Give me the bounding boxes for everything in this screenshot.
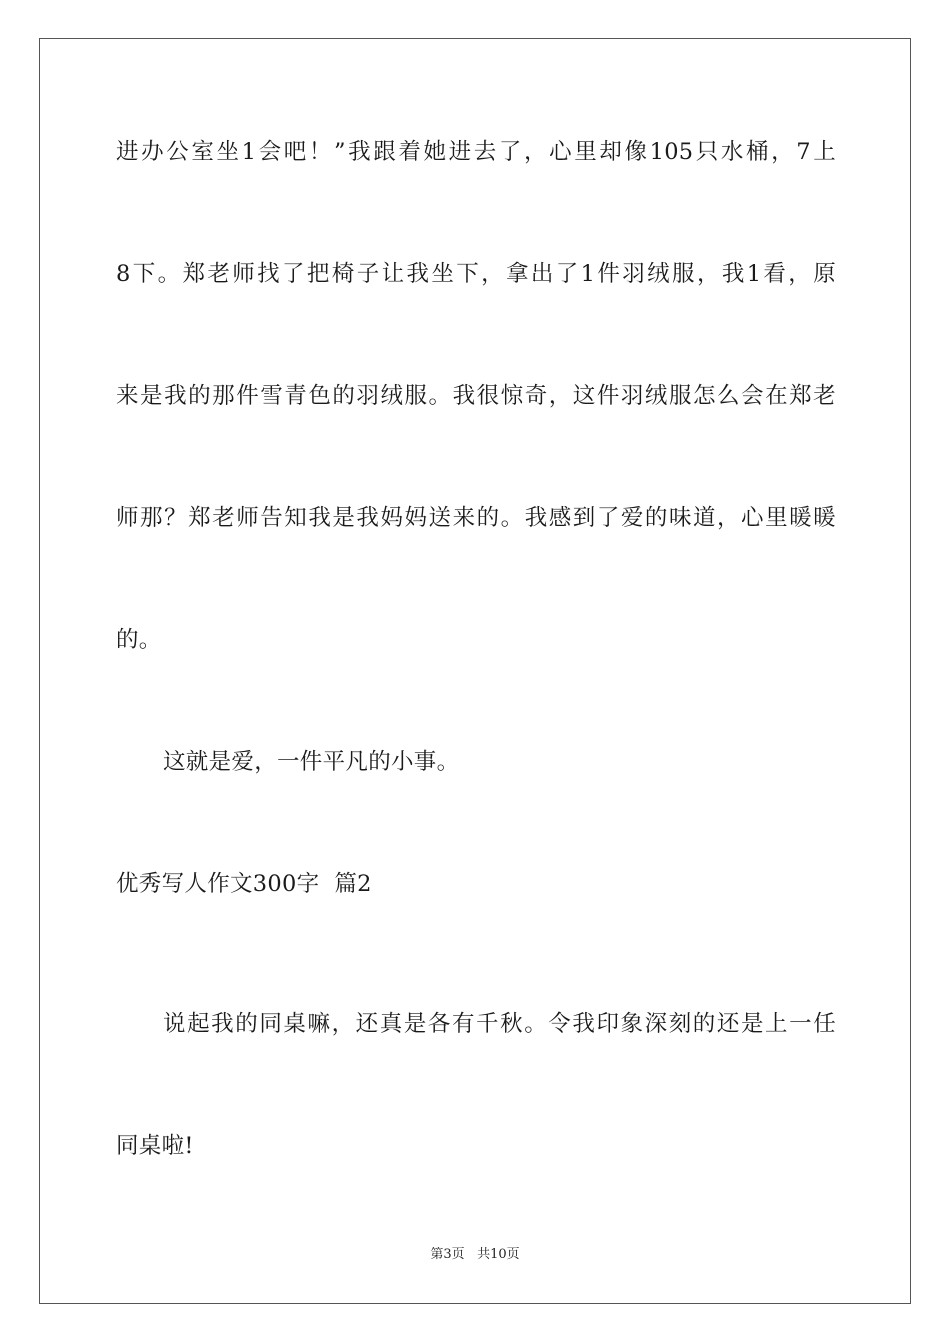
paragraph-line: 进办公室坐1会吧！”我跟着她进去了，心里却像105只水桶，7上: [116, 139, 836, 165]
page-number-total: 共10页: [477, 1247, 520, 1262]
paragraph-line: 的。: [116, 627, 162, 653]
paragraph-line: 8下。郑老师找了把椅子让我坐下，拿出了1件羽绒服，我1看，原: [116, 261, 836, 287]
page-footer: [0, 1246, 950, 1264]
page-border: [39, 38, 911, 1304]
page-number-current: 第3页: [430, 1247, 465, 1262]
paragraph-line: 这就是爱，一件平凡的小事。: [163, 749, 460, 775]
section-heading: 优秀写人作文300字 篇2: [116, 871, 372, 897]
paragraph-line: 说起我的同桌嘛，还真是各有千秋。令我印象深刻的还是上一任: [163, 1011, 836, 1037]
paragraph-line: 师那？郑老师告知我是我妈妈送来的。我感到了爱的味道，心里暖暖: [116, 505, 836, 531]
paragraph-line: 来是我的那件雪青色的羽绒服。我很惊奇，这件羽绒服怎么会在郑老: [116, 383, 836, 409]
paragraph-line: 同桌啦!: [116, 1133, 194, 1159]
